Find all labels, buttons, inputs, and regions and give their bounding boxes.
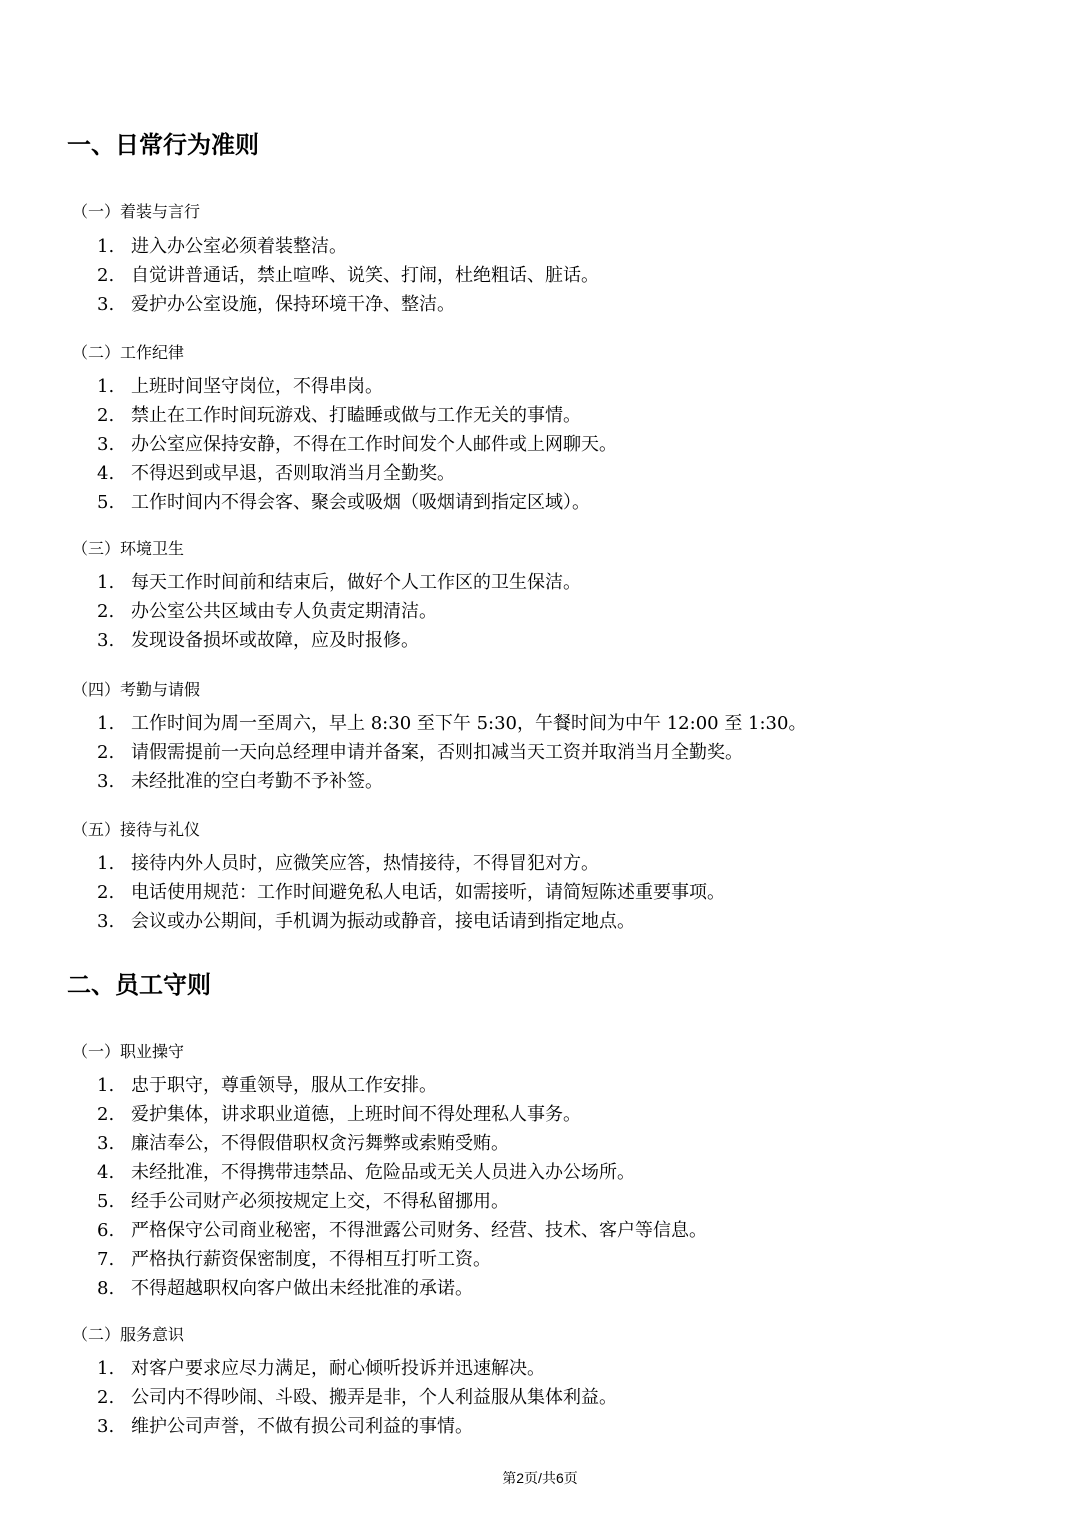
item-number: 1. <box>97 713 115 734</box>
item-text: 不得超越职权向客户做出未经批准的承诺。 <box>131 1278 473 1299</box>
item-number: 2. <box>97 882 115 903</box>
item-text: 未经批准，不得携带违禁品、危险品或无关人员进入办公场所。 <box>131 1162 635 1183</box>
item-number: 5. <box>97 1191 115 1212</box>
section-title: （四）考勤与请假 <box>72 680 201 699</box>
item-number: 8. <box>97 1278 115 1299</box>
item-number: 5. <box>97 492 115 513</box>
item-number: 3. <box>97 1133 115 1154</box>
item-number: 3. <box>97 294 115 315</box>
chapter-title: 二、员工守则 <box>67 971 211 999</box>
item-text: 公司内不得吵闹、斗殴、搬弄是非，个人利益服从集体利益。 <box>131 1387 617 1408</box>
item-number: 2. <box>97 1387 115 1408</box>
item-number: 4. <box>97 463 115 484</box>
section-title: （一）职业操守 <box>72 1042 185 1061</box>
item-text: 会议或办公期间，手机调为振动或静音，接电话请到指定地点。 <box>131 911 635 932</box>
item-number: 3. <box>97 771 115 792</box>
page-number-label: 第2页/共6页 <box>502 1470 578 1486</box>
item-text: 进入办公室必须着装整洁。 <box>131 236 347 257</box>
item-text: 禁止在工作时间玩游戏、打瞌睡或做与工作无关的事情。 <box>131 405 581 426</box>
item-number: 2. <box>97 1104 115 1125</box>
item-number: 1. <box>97 1358 115 1379</box>
item-text: 不得迟到或早退，否则取消当月全勤奖。 <box>131 463 455 484</box>
item-text: 忠于职守，尊重领导，服从工作安排。 <box>131 1075 437 1096</box>
item-number: 1. <box>97 376 115 397</box>
item-text: 工作时间为周一至周六，早上 8:30 至下午 5:30，午餐时间为中午 12:00 至 1:30。 <box>131 713 807 734</box>
item-text: 经手公司财产必须按规定上交，不得私留挪用。 <box>131 1191 509 1212</box>
section-title: （二）服务意识 <box>72 1325 185 1344</box>
item-text: 维护公司声誉，不做有损公司利益的事情。 <box>131 1416 473 1437</box>
item-text: 上班时间坚守岗位，不得串岗。 <box>131 376 383 397</box>
item-number: 3. <box>97 434 115 455</box>
section-title: （五）接待与礼仪 <box>72 820 201 839</box>
item-text: 未经批准的空白考勤不予补签。 <box>131 771 383 792</box>
item-number: 1. <box>97 1075 115 1096</box>
item-text: 廉洁奉公，不得假借职权贪污舞弊或索贿受贿。 <box>131 1133 509 1154</box>
item-text: 工作时间内不得会客、聚会或吸烟（吸烟请到指定区域）。 <box>131 492 590 513</box>
item-text: 爱护办公室设施，保持环境干净、整洁。 <box>131 294 455 315</box>
page-footer <box>0 1468 1080 1488</box>
item-number: 2. <box>97 265 115 286</box>
item-text: 对客户要求应尽力满足，耐心倾听投诉并迅速解决。 <box>131 1358 545 1379</box>
item-text: 电话使用规范：工作时间避免私人电话，如需接听，请简短陈述重要事项。 <box>131 882 725 903</box>
item-number: 2. <box>97 742 115 763</box>
section-title: （三）环境卫生 <box>72 539 185 558</box>
item-text: 发现设备损坏或故障，应及时报修。 <box>131 630 419 651</box>
item-number: 6. <box>97 1220 115 1241</box>
item-text: 严格保守公司商业秘密，不得泄露公司财务、经营、技术、客户等信息。 <box>131 1220 707 1241</box>
item-number: 3. <box>97 1416 115 1437</box>
section-title: （一）着装与言行 <box>72 202 201 221</box>
item-text: 爱护集体，讲求职业道德，上班时间不得处理私人事务。 <box>131 1104 581 1125</box>
chapter-title: 一、日常行为准则 <box>67 131 259 159</box>
item-text: 严格执行薪资保密制度，不得相互打听工资。 <box>131 1249 491 1270</box>
item-number: 1. <box>97 572 115 593</box>
item-number: 2. <box>97 405 115 426</box>
item-text: 办公室公共区域由专人负责定期清洁。 <box>131 601 437 622</box>
item-number: 2. <box>97 601 115 622</box>
item-number: 4. <box>97 1162 115 1183</box>
item-text: 每天工作时间前和结束后，做好个人工作区的卫生保洁。 <box>131 572 581 593</box>
item-text: 办公室应保持安静，不得在工作时间发个人邮件或上网聊天。 <box>131 434 617 455</box>
item-text: 接待内外人员时，应微笑应答，热情接待，不得冒犯对方。 <box>131 853 599 874</box>
item-number: 7. <box>97 1249 115 1270</box>
item-text: 自觉讲普通话，禁止喧哗、说笑、打闹，杜绝粗话、脏话。 <box>131 265 599 286</box>
item-number: 1. <box>97 236 115 257</box>
item-number: 3. <box>97 630 115 651</box>
item-text: 请假需提前一天向总经理申请并备案，否则扣减当天工资并取消当月全勤奖。 <box>131 742 743 763</box>
section-title: （二）工作纪律 <box>72 343 185 362</box>
item-number: 1. <box>97 853 115 874</box>
item-number: 3. <box>97 911 115 932</box>
